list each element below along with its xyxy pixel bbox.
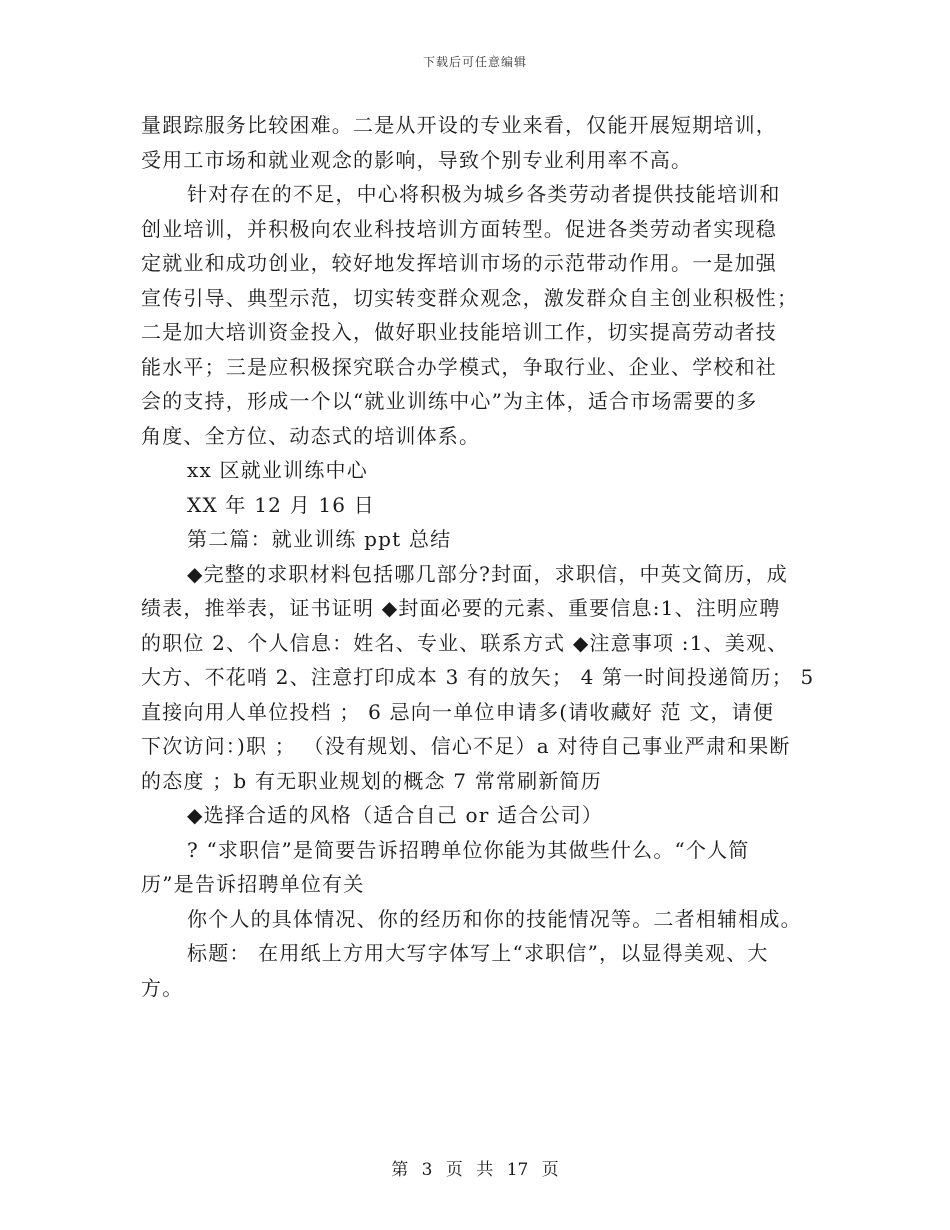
paragraph-line: 角度、全方位、动态式的培训体系。	[141, 423, 481, 448]
paragraph-line: 方。	[141, 975, 184, 1000]
paragraph-line: 针对存在的不足，中心将积极为城乡各类劳动者提供技能培训和	[187, 182, 781, 206]
paragraph-line: 受用工市场和就业观念的影响，导致个别专业利用率不高。	[141, 147, 693, 172]
paragraph-line: 定就业和成功创业，较好地发挥培训市场的示范带动作用。一是加强	[141, 251, 777, 275]
paragraph-line: 下次访问：)职 ； （没有规划、信心不足）a 对待自己事业严肃和果断	[141, 734, 791, 758]
paragraph-line: 创业培训，并积极向农业科技培训方面转型。促进各类劳动者实现稳	[141, 216, 777, 241]
paragraph-line: 宣传引导、典型示范，切实转变群众观念，激发群众自主创业积极性；	[141, 285, 799, 310]
page-number-footer: 第 3 页 共 17 页	[391, 1160, 559, 1180]
paragraph-line: 二是加大培训资金投入，做好职业技能培训工作，切实提高劳动者技	[141, 320, 777, 344]
paragraph-line: ◆选择合适的风格（适合自己 or 适合公司）	[187, 803, 604, 827]
paragraph-line: 大方、不花哨 2、注意打印成本 3 有的放矢； 4 第一时间投递简历； 5	[141, 665, 815, 689]
paragraph-line: 能水平；三是应积极探究联合办学模式，争取行业、企业、学校和社	[141, 354, 777, 379]
paragraph-line: 量跟踪服务比较困难。二是从开设的专业来看，仅能开展短期培训，	[141, 113, 777, 137]
section-heading: 第二篇：就业训练 ppt 总结	[187, 527, 452, 551]
document-body	[141, 108, 821, 1005]
paragraph-line: 你个人的具体情况、你的经历和你的技能情况等。二者相辅相成。	[187, 906, 802, 931]
paragraph-line: 直接向用人单位投档 ； 6 忌向一单位申请多(请收藏好 范 文，请便	[141, 699, 775, 724]
paragraph-line: ◆完整的求职材料包括哪几部分?封面，求职信，中英文简历，成	[187, 561, 788, 586]
page-header: 下载后可任意编辑	[422, 55, 527, 69]
paragraph-line: 历”是告诉招聘单位有关	[141, 872, 365, 896]
paragraph-line: 绩表，推举表，证书证明 ◆封面必要的元素、重要信息:1、注明应聘	[141, 596, 781, 620]
paragraph-line: 会的支持，形成一个以“就业训练中心”为主体，适合市场需要的多	[141, 389, 758, 413]
paragraph-line: ? “求职信”是简要告诉招聘单位你能为其做些什么。“个人简	[187, 837, 750, 862]
signature-date: XX 年 12 月 16 日	[187, 492, 375, 517]
paragraph-line: 的职位 2、个人信息：姓名、专业、联系方式 ◆注意事项 :1、美观、	[141, 630, 789, 655]
paragraph-line: 标题： 在用纸上方用大写字体写上“求职信”，以显得美观、大	[187, 941, 769, 965]
signature-organization: xx 区就业训练中心	[187, 458, 368, 482]
paragraph-line: 的态度 ；b 有无职业规划的概念 7 常常刷新简历	[141, 768, 602, 793]
